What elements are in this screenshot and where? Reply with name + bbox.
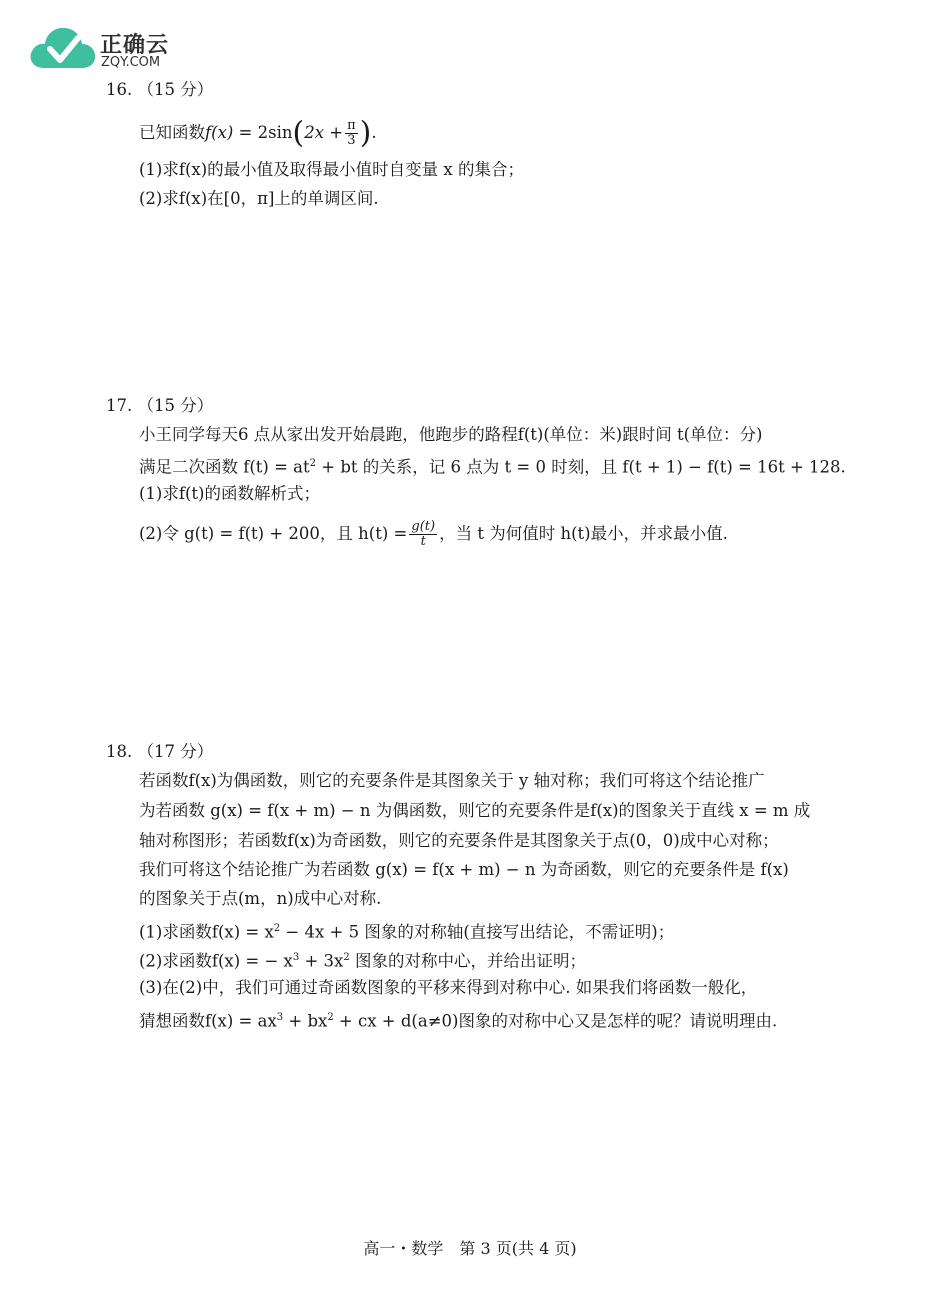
q18-l7-a: (2)求函数f(x) = − x — [139, 951, 293, 971]
logo — [28, 22, 178, 74]
q17-l4-a: (2)令 g(t) = f(t) + 200，且 h(t) = — [139, 524, 408, 543]
q17-frac-den: t — [420, 534, 426, 549]
q18-l7-b: + 3x — [299, 951, 344, 971]
q18-l6-sup: 2 — [273, 923, 281, 934]
q18-l9-sup1: 3 — [276, 1012, 284, 1023]
q16-frac-den: 3 — [347, 133, 356, 148]
q18-line5: 的图象关于点(m，n)成中心对称. — [139, 889, 382, 908]
q16-fraction — [345, 119, 358, 148]
q18-part1 — [139, 917, 674, 945]
q18-l7-sup2: 2 — [343, 952, 350, 963]
q18-l9-sup2: 2 — [327, 1012, 334, 1023]
q18-part3: (3)在(2)中，我们可通过奇函数图象的平移来得到对称中心. 如果我们将函数一般化， — [139, 978, 758, 997]
q18-line3: 轴对称图形；若函数f(x)为奇函数，则它的充要条件是其图象关于点(0，0)成中心对称； — [139, 831, 779, 850]
page-footer: 高一・数学 第 3 页(共 4 页) — [363, 1239, 577, 1258]
q17-l2-a: 满足二次函数 f(t) = at — [139, 457, 310, 477]
q18-l9-b: + bx — [283, 1011, 328, 1031]
q18-part2 — [139, 946, 586, 974]
q16-part1: (1)求f(x)的最小值及取得最小值时自变量 x 的集合； — [139, 160, 524, 179]
q17-line1: 小王同学每天6 点从家出发开始晨跑，他跑步的路程f(t)(单位：米)跟时间 t(单位：分) — [139, 425, 763, 444]
logo-name: 正确云 — [100, 33, 170, 58]
q17-line2 — [139, 452, 846, 480]
q16-l1-f: f(x) — [205, 123, 234, 142]
q17-l2-b: + bt 的关系，记 6 点为 t = 0 时刻，且 f(t + 1) − f(t) = 16t + 128. — [316, 457, 846, 477]
q18-l7-c: 图象的对称中心，并给出证明； — [349, 951, 586, 971]
q16-l1-sin: = 2sin — [238, 123, 293, 142]
q17-fraction — [409, 520, 437, 549]
q17-frac-num: g(t) — [411, 519, 436, 534]
q17-part1: (1)求f(t)的函数解析式； — [139, 484, 320, 503]
q18-l7-sup1: 3 — [292, 952, 300, 963]
q16-header: 16. （15 分） — [106, 80, 214, 99]
q16-l1-text: 已知函数 — [139, 123, 205, 142]
q18-l6-a: (1)求函数f(x) = x — [139, 922, 274, 942]
q18-header: 18. （17 分） — [106, 742, 214, 761]
q16-l1-end: . — [371, 123, 377, 142]
q17-part2 — [139, 520, 728, 549]
q16-part2: (2)求f(x)在[0，π]上的单调区间. — [139, 189, 379, 208]
q17-l2-sup: 2 — [309, 458, 317, 469]
q17-header: 17. （15 分） — [106, 396, 214, 415]
q17-l4-b: ，当 t 为何值时 h(t)最小，并求最小值. — [439, 524, 728, 543]
q18-line2: 为若函数 g(x) = f(x + m) − n 为偶函数，则它的充要条件是f(x)的图象关于直线 x = m 成 — [139, 801, 811, 820]
q18-line9 — [139, 1006, 777, 1034]
q18-line1: 若函数f(x)为偶函数，则它的充要条件是其图象关于 y 轴对称；我们可将这个结论推广 — [139, 771, 765, 790]
cloud-check-icon — [28, 22, 98, 72]
logo-url: ZQY.COM — [101, 55, 161, 70]
q18-l9-c: + cx + d(a≠0)图象的对称中心又是怎样的呢？请说明理由. — [333, 1011, 778, 1031]
q16-function — [139, 115, 377, 151]
q16-l1-arg: 2x + — [304, 123, 344, 142]
q18-l9-a: 猜想函数f(x) = ax — [139, 1011, 277, 1031]
paren-right: ) — [359, 115, 372, 151]
q18-l6-b: − 4x + 5 图象的对称轴(直接写出结论，不需证明)； — [280, 922, 675, 942]
q18-line4: 我们可将这个结论推广为若函数 g(x) = f(x + m) − n 为奇函数，则它的充要条件是 f(x) — [139, 860, 789, 879]
q16-frac-num: π — [347, 118, 356, 133]
paren-left: ( — [292, 115, 305, 151]
